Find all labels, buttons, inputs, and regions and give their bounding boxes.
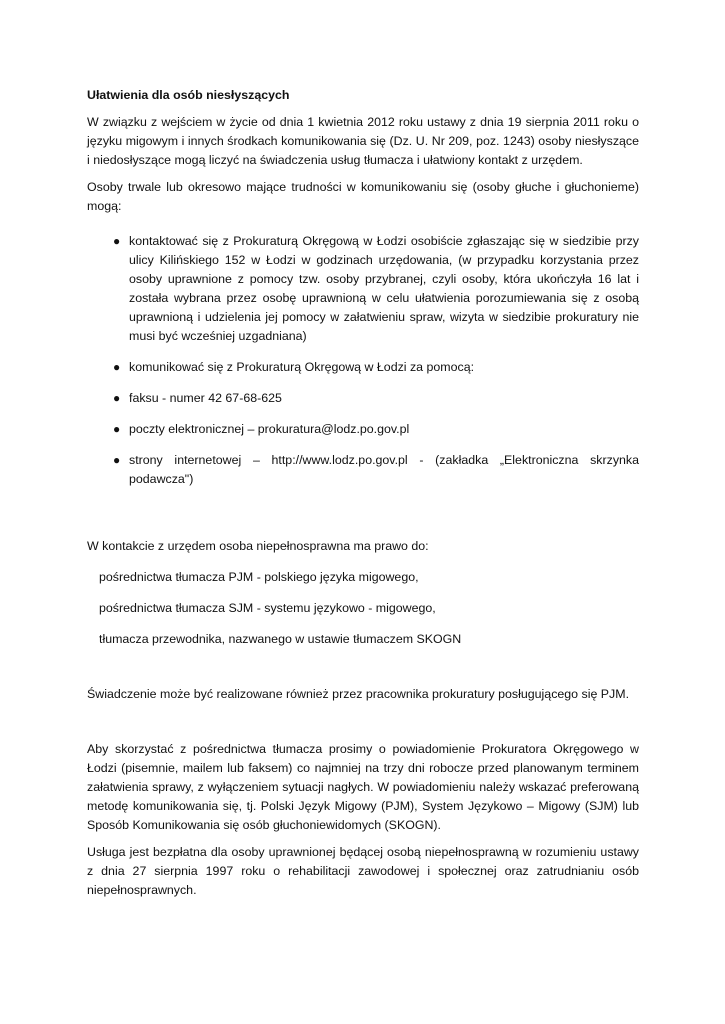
- staff-note: Świadczenie może być realizowane również przez pracownika prokuratury posługującego się PJM.: [87, 687, 630, 701]
- list-item-text: kontaktować się z Prokuraturą Okręgową w Łodzi osobiście zgłaszając się w siedzibie przy ulicy Kilińskiego 152 w Łodzi w godzinach urzędowania, (w przypadku korzystania przez osoby uprawnione z pomocy tzw. osoby przybranej, czyli osoby, która ukończyła 16 lat i została wybrana przez osobę uprawnioną w celu ułatwienia porozumiewania się z osobą uprawnioną i udzielenia jej pomocy w załatwieniu spraw, wizyta w siedzibie prokuratury nie musi być wcześniej uzgadniana): [129, 234, 639, 343]
- rights-item: pośrednictwa tłumacza SJM - systemu językowo - migowego,: [99, 601, 436, 615]
- bullet-icon: ●: [113, 422, 121, 436]
- list-item-text: strony internetowej – http://www.lodz.po.gov.pl - (zakładka „Elektroniczna skrzynka podawcza"): [129, 453, 639, 486]
- list-item-text: poczty elektronicznej – prokuratura@lodz.po.gov.pl: [129, 422, 410, 436]
- document-title: Ułatwienia dla osób niesłyszących: [87, 88, 290, 102]
- persons-paragraph: Osoby trwale lub okresowo mające trudności w komunikowaniu się (osoby głuche i głuchonieme) mogą:: [87, 180, 639, 213]
- notice-paragraph: Aby skorzystać z pośrednictwa tłumacza prosimy o powiadomienie Prokuratora Okręgowego w Łodzi (pisemnie, mailem lub faksem) co najmniej na trzy dni robocze przed planowanym terminem załatwienia sprawy, z wyłączeniem sytuacji nagłych. W powiadomieniu należy wskazać preferowaną metodę komunikowania się, tj. Polski Język Migowy (PJM), System Językowo – Migowy (SJM) lub Sposób Komunikowania się osób głuchoniewidomych (SKOGN).: [87, 742, 639, 832]
- rights-intro: W kontakcie z urzędem osoba niepełnosprawna ma prawo do:: [87, 539, 429, 553]
- bullet-icon: ●: [113, 360, 121, 374]
- list-item: [87, 451, 639, 489]
- bullet-icon: ●: [113, 453, 121, 467]
- list-item: [87, 389, 639, 408]
- rights-item: pośrednictwa tłumacza PJM - polskiego języka migowego,: [99, 570, 419, 584]
- bullet-icon: ●: [113, 391, 121, 405]
- list-item: [87, 232, 639, 346]
- list-item: [87, 420, 639, 439]
- intro-paragraph: W związku z wejściem w życie od dnia 1 kwietnia 2012 roku ustawy z dnia 19 sierpnia 2011 roku o języku migowym i innych środkach komunikowania się (Dz. U. Nr 209, poz. 1243) osoby niesłyszące i niedosłyszące mogą liczyć na świadczenia usług tłumacza i ułatwiony kontakt z urzędem.: [87, 115, 639, 167]
- rights-item: tłumacza przewodnika, nazwanego w ustawie tłumaczem SKOGN: [99, 632, 462, 646]
- bullet-icon: ●: [113, 234, 121, 248]
- free-service-paragraph: Usługa jest bezpłatna dla osoby uprawnionej będącej osobą niepełnosprawną w rozumieniu ustawy z dnia 27 sierpnia 1997 roku o rehabilitacji zawodowej i społecznej oraz zatrudnianiu osób niepełnosprawnych.: [87, 845, 639, 897]
- contact-methods-list: [87, 232, 639, 489]
- list-item-text: faksu - numer 42 67-68-625: [129, 391, 282, 405]
- list-item: [87, 358, 639, 377]
- list-item-text: komunikować się z Prokuraturą Okręgową w Łodzi za pomocą:: [129, 360, 475, 374]
- document-page: [87, 86, 639, 908]
